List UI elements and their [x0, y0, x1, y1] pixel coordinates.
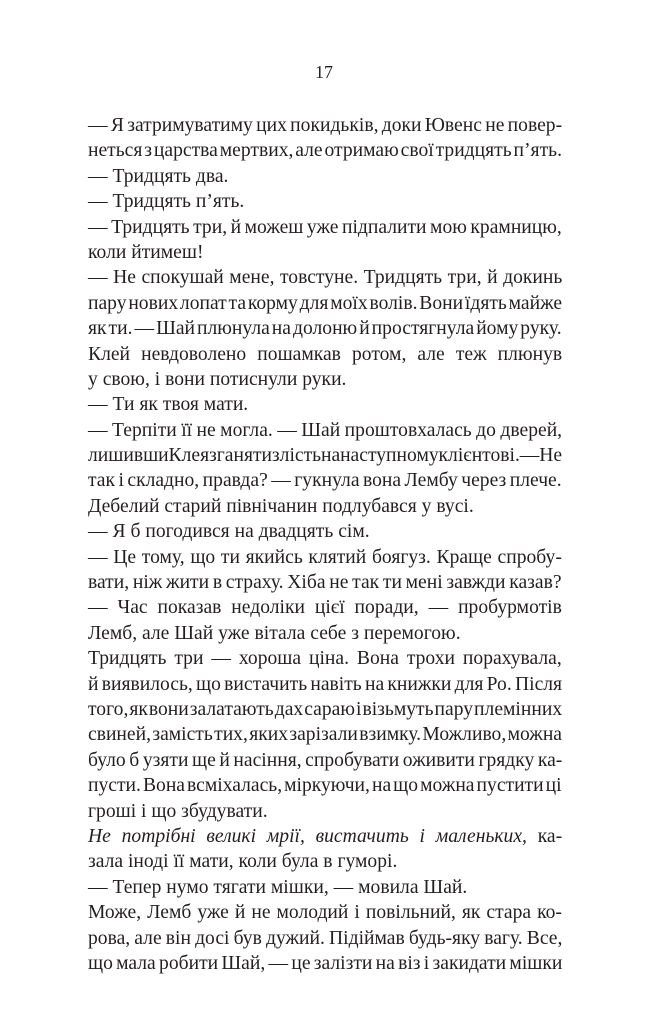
text-line: Дебелий старий північанин подлубався у вусі.	[88, 495, 474, 517]
text-line: Може, Лемб уже й не молодий і повільний, як стара ко-	[88, 902, 562, 924]
text-line: — Це тому, що ти якийсь клятий боягуз. Краще спробу-	[88, 546, 562, 568]
text-line: гроші і що збудувати.	[88, 800, 268, 822]
text-line: Лемб, але Шай уже вітала себе з перемогою.	[88, 622, 461, 644]
text-line: Тридцять три — хороша ціна. Вона трохи порахувала,	[88, 648, 562, 670]
text-fragment: ка-	[526, 825, 563, 847]
text-line: — Ти як твоя мати.	[88, 394, 249, 416]
italic-quote: Не потрібні великі мрії, вистачить і маленьких,	[88, 825, 527, 847]
text-line: зала іноді її мати, коли була в гуморі.	[88, 851, 398, 873]
text-line: — Терпіти її не могла. — Шай проштовхалась до дверей,	[88, 419, 563, 441]
page-number: 17	[315, 62, 333, 82]
text-line: — Я затримуватиму цих покидьків, доки Ювенс не повер-	[88, 115, 563, 136]
text-line: й виявилось, що вистачить навіть на книжки для Ро. Після	[88, 673, 563, 695]
text-line: того, як вони залатають дах сараю і візьмуть пару племінних	[88, 698, 563, 720]
text-line: пару нових лопат та корму для моїх волів. Вони їдять майже	[88, 292, 563, 314]
text-line: лишивши Клея зганяти злість на наступному клієнтові. — Не	[88, 445, 563, 467]
text-line: як ти. — Шай плюнула на долоню й простягнула йому руку.	[88, 318, 562, 340]
text-line: — Тридцять два.	[88, 165, 229, 187]
text-line: неться з царства мертвих, але отримаю свої тридцять п’ять.	[88, 140, 562, 162]
text-line: так і складно, правда? — гукнула вона Лембу через плече.	[88, 470, 562, 492]
text-line: — Тепер нумо тягати мішки, — мовила Шай.	[88, 876, 468, 898]
text-line: у свою, і вони потиснули руки.	[88, 368, 347, 390]
text-line: свиней, замість тих, яких зарізали взимку. Можливо, можна	[88, 724, 563, 746]
text-line: вати, ніж жити в страху. Хіба не так ти мені завжди казав?	[88, 572, 562, 594]
text-line: — Тридцять п’ять.	[88, 191, 245, 213]
text-line	[88, 824, 562, 849]
text-line: — Я б погодився на двадцять сім.	[88, 521, 370, 543]
text-line: — Час показав недоліки цієї поради, — пробурмотів	[88, 597, 562, 619]
text-line: було б узяти ще й насіння, спробувати оживити грядку ка-	[88, 749, 563, 771]
body-text	[88, 113, 562, 976]
text-line: що мала робити Шай, — це залізти на віз і закидати мішки	[88, 952, 563, 974]
text-line: Клей невдоволено пошамкав ротом, але теж плюнув	[88, 343, 563, 365]
text-line: коли йтимеш!	[88, 241, 204, 263]
text-line: — Не спокушай мене, товстуне. Тридцять три, й докинь	[88, 267, 563, 289]
text-line: рова, але він досі був дужий. Підіймав будь-яку вагу. Все,	[88, 927, 563, 949]
text-line: пусти. Вона всміхалась, міркуючи, на що можна пустити ці	[88, 775, 562, 797]
text-line: — Тридцять три, й можеш уже підпалити мою крамницю,	[88, 216, 562, 238]
